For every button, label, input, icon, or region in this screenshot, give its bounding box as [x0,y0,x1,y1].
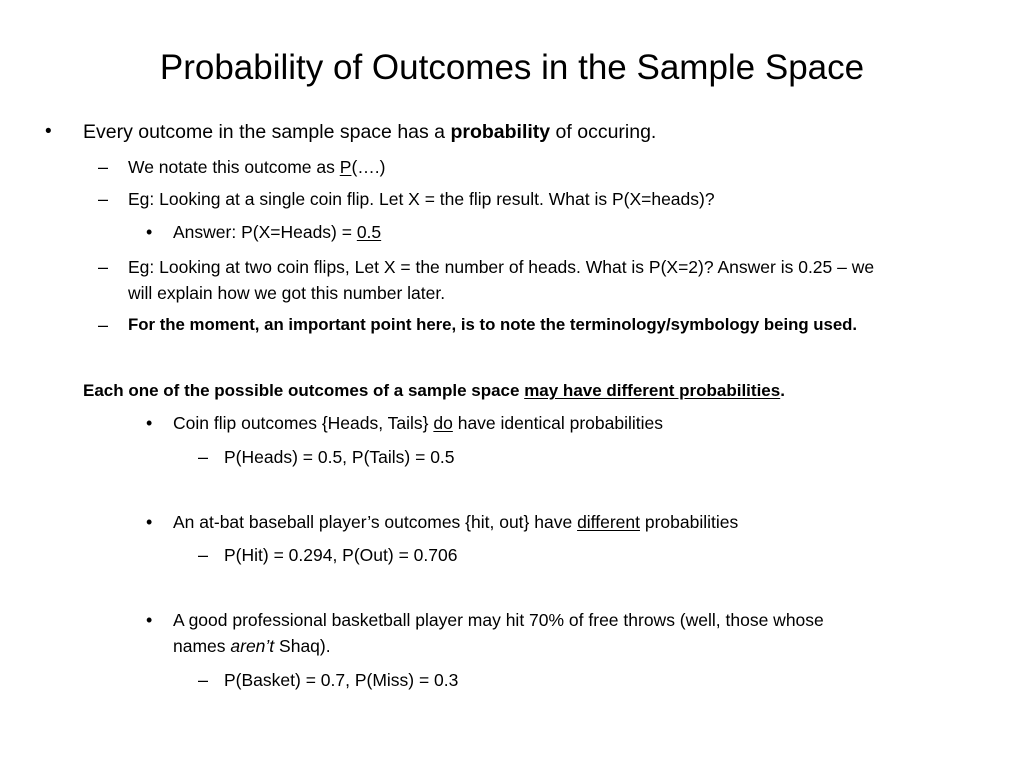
bullet-every-outcome: Every outcome in the sample space has a probability of occuring. [83,121,657,143]
bullet-coin-flip-outcomes: Coin flip outcomes {Heads, Tails} do have identical probabilities [173,413,663,433]
bullet-marker: • [146,222,153,242]
bullet-marker: • [146,413,153,433]
sub-bullet-two-flips-line1: Eg: Looking at two coin flips, Let X = the number of heads. What is P(X=2)? Answer is 0.25 – we [128,257,875,277]
dash-marker: – [198,545,209,565]
dash-marker: – [98,157,109,177]
bullet-basketball-line2: names aren’t Shaq). [173,636,331,656]
slide-title: Probability of Outcomes in the Sample Space [159,48,865,87]
basketball-probabilities: P(Basket) = 0.7, P(Miss) = 0.3 [224,670,459,690]
coin-flip-probabilities: P(Heads) = 0.5, P(Tails) = 0.5 [224,447,455,467]
sub-bullet-notation: We notate this outcome as P(….) [128,157,386,177]
paragraph-different-probabilities: Each one of the possible outcomes of a sample space may have different probabilities. [83,381,785,400]
dash-marker: – [98,257,109,277]
bullet-basketball-line1: A good professional basketball player may hit 70% of free throws (well, those whose [173,610,824,630]
dash-marker: – [198,670,209,690]
sub-bullet-two-flips-line2: will explain how we got this number later. [128,283,446,303]
sub-bullet-terminology: For the moment, an important point here, is to note the terminology/symbology being used. [128,315,858,334]
dash-marker: – [98,315,109,335]
dash-marker: – [98,189,109,209]
bullet-marker: • [146,512,153,532]
baseball-probabilities: P(Hit) = 0.294, P(Out) = 0.706 [224,545,458,565]
bullet-baseball-outcomes: An at-bat baseball player’s outcomes {hit, out} have different probabilities [173,512,739,532]
answer-line: Answer: P(X=Heads) = 0.5 [173,222,382,242]
bullet-marker: • [45,121,52,142]
sub-bullet-coin-flip-example: Eg: Looking at a single coin flip. Let X = the flip result. What is P(X=heads)? [128,189,715,209]
dash-marker: – [198,447,209,467]
bullet-marker: • [146,610,153,630]
